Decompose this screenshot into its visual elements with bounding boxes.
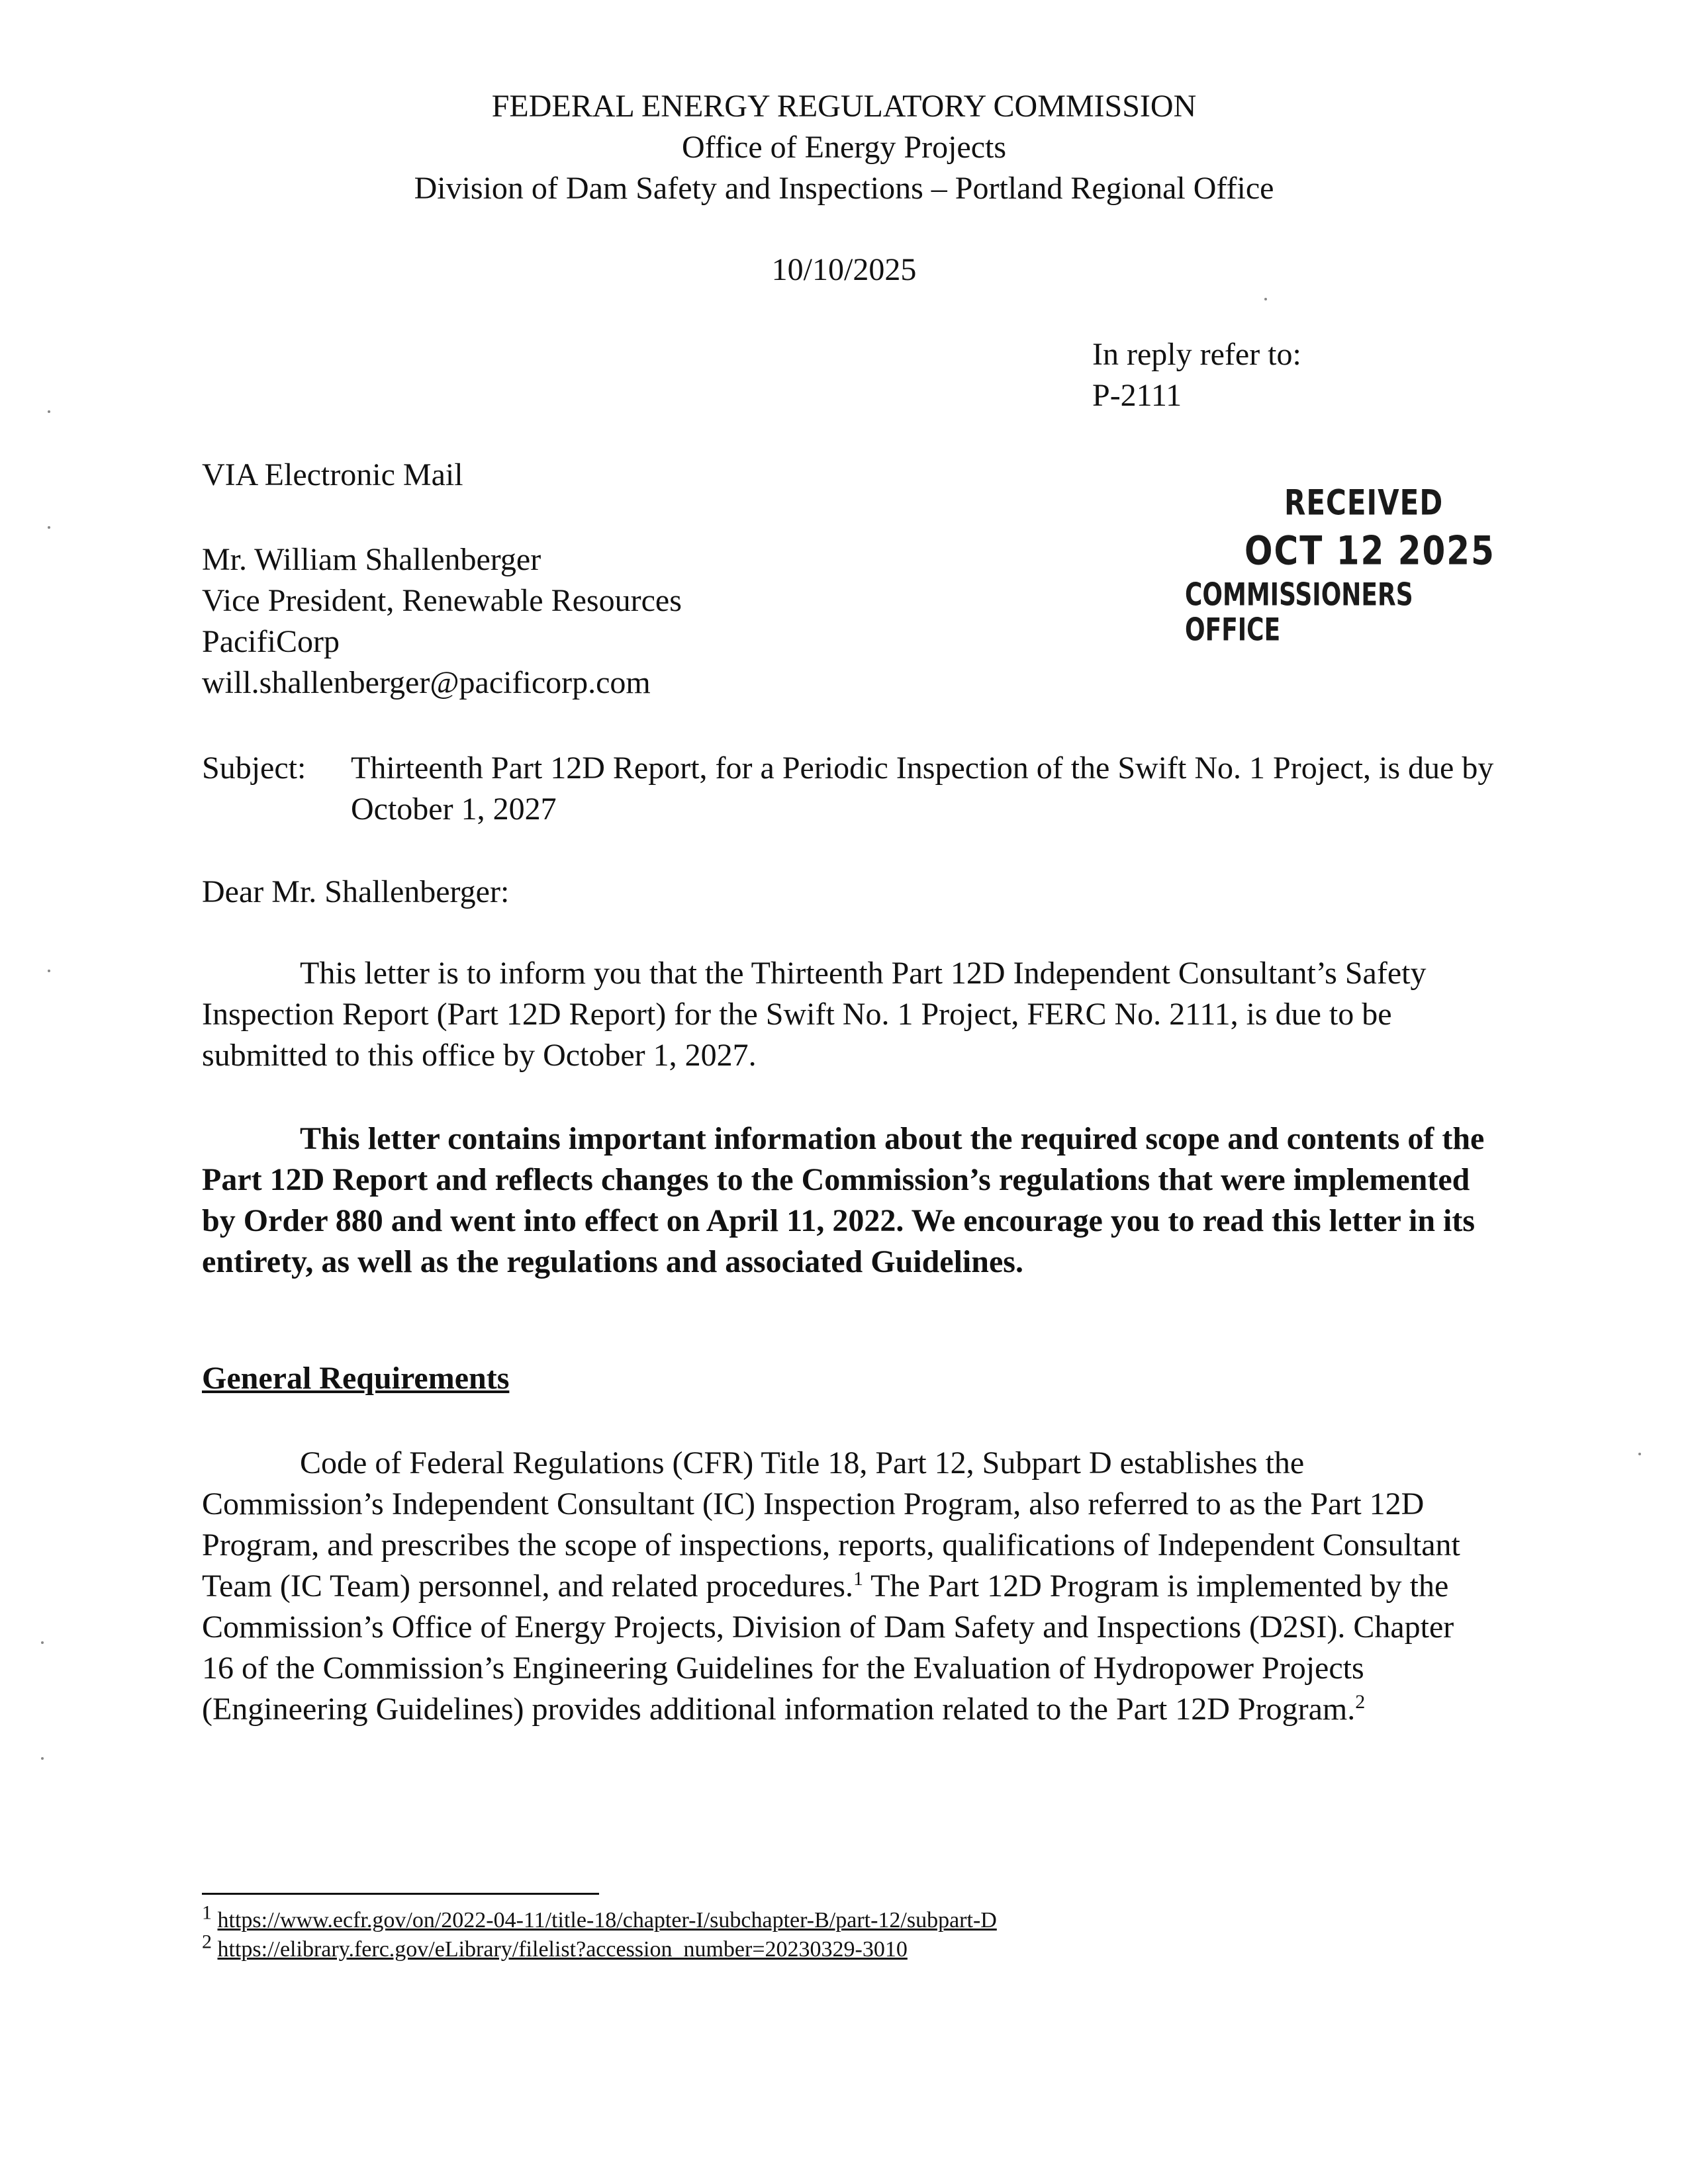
scan-speck [1264, 298, 1267, 300]
division-name: Division of Dam Safety and Inspections – Portland Regional Office [414, 171, 1274, 206]
footnote-link[interactable]: https://elibrary.ferc.gov/eLibrary/filelist?accession_number=20230329-3010 [217, 1937, 908, 1962]
stamp-received: RECEIVED [1284, 482, 1444, 523]
footnote-number: 1 [202, 1901, 212, 1924]
scan-speck [48, 970, 50, 972]
scan-speck [41, 1757, 44, 1760]
addressee-email[interactable]: will.shallenberger@pacificorp.com [202, 665, 651, 700]
footnote-1 [202, 1901, 997, 1935]
addressee-name: Mr. William Shallenberger [202, 542, 541, 577]
scan-speck [48, 526, 50, 529]
footnote-divider [202, 1893, 599, 1895]
addressee-company: PacifiCorp [202, 624, 340, 659]
delivery-method: VIA Electronic Mail [202, 457, 463, 492]
paragraph-general-requirements [202, 1443, 1493, 1730]
salutation: Dear Mr. Shallenberger: [202, 874, 510, 909]
section-heading-general-requirements: General Requirements [202, 1361, 510, 1396]
agency-name: FEDERAL ENERGY REGULATORY COMMISSION [491, 89, 1197, 124]
scan-speck [48, 410, 50, 413]
paragraph-intro: This letter is to inform you that the Thirteenth Part 12D Independent Consultant’s Safety Inspection Report (Part 12D Report) for the Swift No. 1 Project, FERC No. 2111, is due to be submitted to this office by October 1, 2027. [202, 956, 1427, 1073]
letterhead [0, 86, 1688, 209]
footnote-2 [202, 1931, 997, 1964]
footnote-link[interactable]: https://www.ecfr.gov/on/2022-04-11/title-18/chapter-I/subchapter-B/part-12/subpart-D [217, 1908, 997, 1933]
office-name: Office of Energy Projects [681, 130, 1007, 165]
scan-speck [1638, 1453, 1641, 1455]
footnote-ref-1[interactable]: 1 [853, 1568, 863, 1590]
reply-label: In reply refer to: [1092, 337, 1301, 372]
project-number: P-2111 [1092, 378, 1182, 413]
subject-text: Thirteenth Part 12D Report, for a Periodic Inspection of the Swift No. 1 Project, is due by October 1, 2027 [351, 751, 1494, 827]
footnote-number: 2 [202, 1931, 212, 1953]
stamp-date: OCT 12 2025 [1244, 527, 1495, 574]
stamp-office: COMMISSIONERS OFFICE [1185, 577, 1413, 649]
paragraph-important-notice: This letter contains important information about the required scope and contents of the Part 12D Report and reflects changes to the Commission’s regulations that were implemented by Order 880 and went into effect on April 11, 2022. We encourage you to read this letter in its entirety, as well as the regulations and associated Guidelines. [202, 1121, 1485, 1279]
paragraph-text-part1: Code of Federal Regulations (CFR) Title 18, Part 12, Subpart D establishes the Commission’s Independent Consultant (IC) Inspection Program, also referred to as the Part 12D Program, and prescribes the scope of inspections, reports, qualifications of Independent Consultant Team (IC Team) personnel, and related procedures. [202, 1445, 1460, 1604]
paragraph-text-part2: The Part 12D Program is implemented by the Commission’s Office of Energy Projects, Division of Dam Safety and Inspections (D2SI). Chapter 16 of the Commission’s Engineering Guidelines for the Evaluation of Hydropower Projects (Engineering Guidelines) provides additional information related to the Part 12D Program. [202, 1569, 1454, 1727]
scan-speck [41, 1641, 44, 1644]
footnotes [202, 1901, 997, 1964]
subject-label: Subject: [202, 751, 306, 786]
addressee-title: Vice President, Renewable Resources [202, 583, 682, 618]
letter-date: 10/10/2025 [771, 252, 917, 287]
footnote-ref-2[interactable]: 2 [1355, 1691, 1366, 1713]
addressee-block [202, 539, 682, 704]
reply-reference [1092, 334, 1301, 416]
